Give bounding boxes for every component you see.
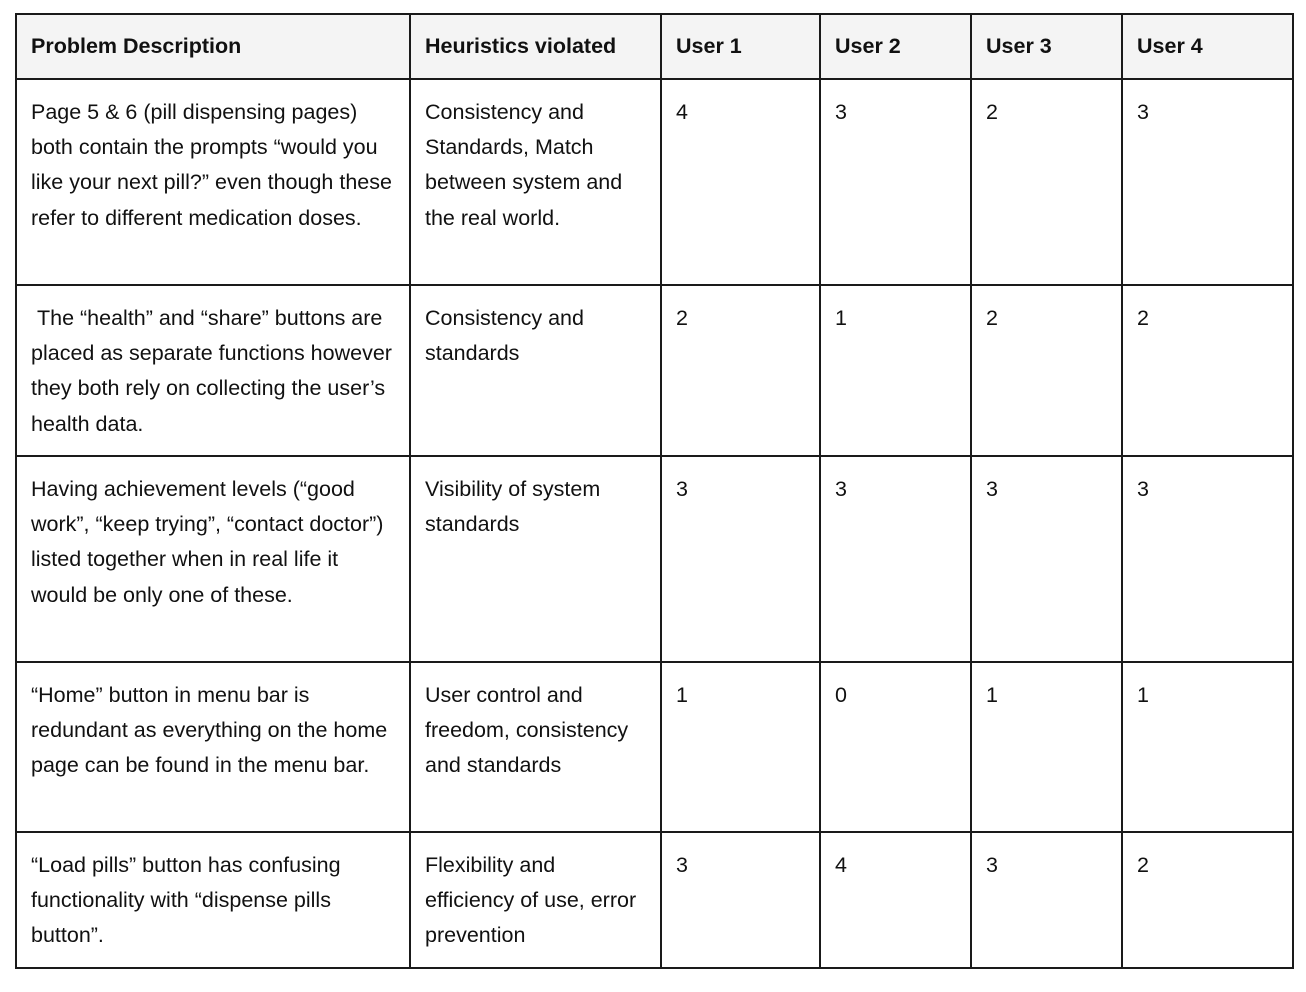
cell-user-3-rating: 3 xyxy=(971,832,1122,968)
cell-problem-description: Having achievement levels (“good work”, “keep trying”, “contact doctor”) listed together when in real life it would be only one of these. xyxy=(16,456,410,662)
cell-user-3-rating: 3 xyxy=(971,456,1122,662)
cell-user-2-rating: 4 xyxy=(820,832,971,968)
header-user-1: User 1 xyxy=(661,14,820,79)
cell-heuristics-violated: Flexibility and efficiency of use, error prevention xyxy=(410,832,661,968)
table-row xyxy=(16,456,1293,662)
cell-heuristics-violated: Consistency and Standards, Match between system and the real world. xyxy=(410,79,661,285)
cell-heuristics-violated: User control and freedom, consistency and standards xyxy=(410,662,661,832)
cell-user-2-rating: 0 xyxy=(820,662,971,832)
cell-user-2-rating: 1 xyxy=(820,285,971,456)
cell-user-4-rating: 3 xyxy=(1122,79,1293,285)
table-row xyxy=(16,285,1293,456)
cell-problem-description: “Home” button in menu bar is redundant as everything on the home page can be found in the menu bar. xyxy=(16,662,410,832)
cell-user-3-rating: 2 xyxy=(971,285,1122,456)
cell-user-1-rating: 1 xyxy=(661,662,820,832)
cell-user-4-rating: 2 xyxy=(1122,832,1293,968)
table-header xyxy=(16,14,1293,79)
cell-user-4-rating: 3 xyxy=(1122,456,1293,662)
cell-user-1-rating: 4 xyxy=(661,79,820,285)
cell-problem-description: Page 5 & 6 (pill dispensing pages) both contain the prompts “would you like your next pill?” even though these refer to different medication doses. xyxy=(16,79,410,285)
heuristic-evaluation-table-wrapper xyxy=(15,13,1294,969)
cell-user-1-rating: 3 xyxy=(661,832,820,968)
cell-user-2-rating: 3 xyxy=(820,456,971,662)
table-row xyxy=(16,79,1293,285)
cell-user-3-rating: 1 xyxy=(971,662,1122,832)
header-problem-description: Problem Description xyxy=(16,14,410,79)
header-row xyxy=(16,14,1293,79)
header-heuristics-violated: Heuristics violated xyxy=(410,14,661,79)
cell-user-2-rating: 3 xyxy=(820,79,971,285)
cell-heuristics-violated: Visibility of system standards xyxy=(410,456,661,662)
cell-user-1-rating: 3 xyxy=(661,456,820,662)
heuristic-evaluation-table xyxy=(15,13,1294,969)
cell-user-1-rating: 2 xyxy=(661,285,820,456)
cell-user-4-rating: 2 xyxy=(1122,285,1293,456)
header-user-3: User 3 xyxy=(971,14,1122,79)
header-user-2: User 2 xyxy=(820,14,971,79)
table-row xyxy=(16,662,1293,832)
cell-heuristics-violated: Consistency and standards xyxy=(410,285,661,456)
cell-user-3-rating: 2 xyxy=(971,79,1122,285)
table-row xyxy=(16,832,1293,968)
cell-user-4-rating: 1 xyxy=(1122,662,1293,832)
table-body xyxy=(16,79,1293,968)
cell-problem-description: “Load pills” button has confusing functionality with “dispense pills button”. xyxy=(16,832,410,968)
cell-problem-description: The “health” and “share” buttons are placed as separate functions however they both rely on collecting the user’s health data. xyxy=(16,285,410,456)
header-user-4: User 4 xyxy=(1122,14,1293,79)
